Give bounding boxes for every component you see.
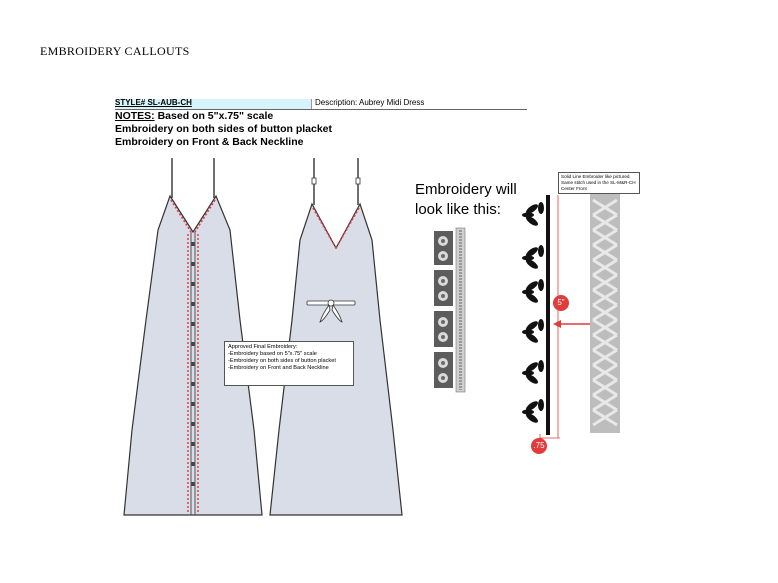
pointer-arrowhead xyxy=(553,320,561,328)
callout-line-4: -Embroidery on Front and Back Neckline xyxy=(228,365,329,371)
notes-line-1: Based on 5"x.75" scale xyxy=(157,110,274,122)
back-dress-sketch xyxy=(270,158,402,515)
embroidery-heading xyxy=(415,180,517,220)
height-measure-badge: 5" xyxy=(553,295,569,311)
style-description: Description: Aubrey Midi Dress xyxy=(315,98,425,107)
page-title: EMBROIDERY CALLOUTS xyxy=(40,44,190,58)
photo-sample-4 xyxy=(434,352,453,388)
embroidery-heading-line-2: look like this: xyxy=(415,201,501,218)
width-measure-badge: .75 xyxy=(531,438,547,454)
stitch-note-box: Solid Line Embroider like pictured. Same stitch used in the SL-M&R-CH Center Front xyxy=(558,172,640,194)
embroidery-heading-line-1: Embroidery will xyxy=(415,181,517,198)
embroidery-motif-diagram xyxy=(522,195,598,442)
photo-sample-1 xyxy=(434,231,453,265)
photo-sample-2 xyxy=(434,270,453,306)
style-number: STYLE# SL-AUB-CH xyxy=(115,98,192,107)
approved-embroidery-callout xyxy=(224,341,354,386)
braided-stitch-photo xyxy=(590,193,620,433)
notes-line-2: Embroidery on both sides of button placket xyxy=(115,123,333,135)
callout-line-1: Approved Final Embroidery: xyxy=(228,344,298,350)
notes-label: NOTES: xyxy=(115,110,155,122)
embroidery-photo-samples xyxy=(434,228,465,392)
notes-line-3: Embroidery on Front & Back Neckline xyxy=(115,136,304,148)
strap-adjuster-right xyxy=(356,178,360,184)
strap-adjuster-left xyxy=(312,178,316,184)
callout-line-2: -Embroidery based on 5"x.75" scale xyxy=(228,351,317,357)
photo-sample-3 xyxy=(434,311,453,347)
front-dress-sketch xyxy=(124,158,262,515)
callout-line-3: -Embroidery on both sides of button placket xyxy=(228,358,336,364)
leaf-motifs xyxy=(522,202,544,424)
